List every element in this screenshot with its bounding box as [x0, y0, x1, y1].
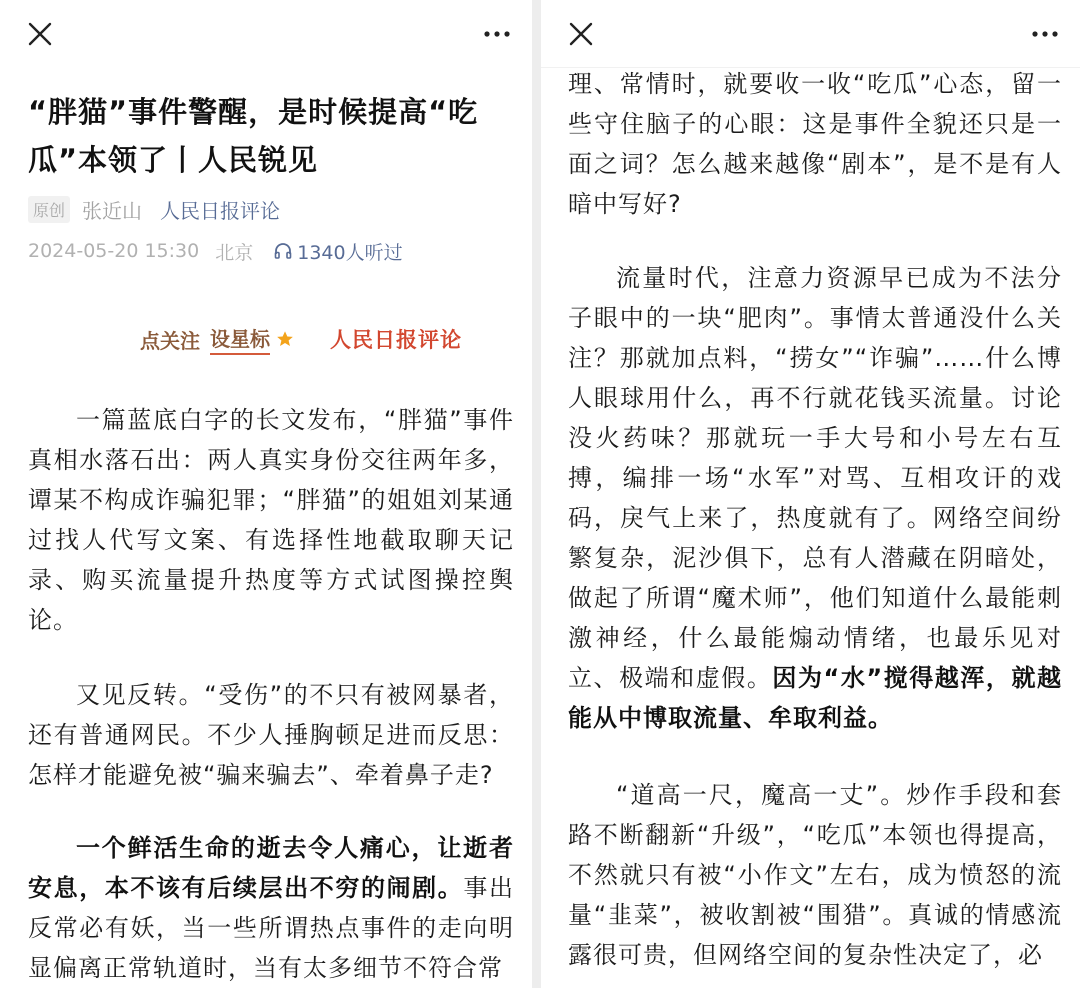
close-icon [24, 18, 56, 50]
listen-count: 1340人听过 [297, 241, 403, 264]
paragraph-4-bold: 因为“水”搅得越浑，就越能从中博取流量、牟取利益。 [568, 664, 1063, 732]
byline [28, 194, 280, 224]
top-bar [541, 0, 1080, 68]
original-badge: 原创 [28, 196, 70, 223]
article-title: “胖猫”事件警醒，是时候提高“吃瓜”本领了丨人民锐见 [28, 95, 479, 177]
star-icon [276, 330, 294, 348]
more-icon [482, 26, 514, 42]
close-icon [565, 18, 597, 50]
publish-location: 北京 [215, 241, 254, 264]
paragraph-continued: 理、常情时，就要收一收“吃瓜”心态，留一些守住脑子的心眼：这是事件全貌还只是一面之词？怎么越来越像“剧本”，是不是有人暗中写好? [568, 70, 1062, 218]
paragraph-2: 又见反转。“受伤”的不只有被网暴者，还有普通网民。不少人捶胸顿足进而反思：怎样才能避免被“骗来骗去”、牵着鼻子走? [28, 681, 514, 789]
star-label[interactable]: 设星标 [210, 323, 270, 355]
author-name: 张近山 [82, 198, 143, 223]
paragraph-4 [568, 258, 1062, 738]
close-button[interactable] [565, 18, 597, 50]
article-panel-left [0, 0, 532, 988]
close-button[interactable] [24, 18, 56, 50]
listen-button[interactable] [273, 238, 402, 265]
paragraph-5: “道高一尺，魔高一丈”。炒作手段和套路不断翻新“升级”，“吃瓜”本领也得提高，不然就只有被“小作文”左右，成为愤怒的流量“韭菜”，被收割被“围猎”。真诚的情感流露很可贵，但网络空间的复杂性决定了，必 [568, 781, 1062, 969]
more-icon [1030, 26, 1062, 42]
follow-label[interactable]: 点关注 [140, 328, 200, 353]
more-button[interactable] [1030, 26, 1062, 42]
follow-banner [140, 322, 462, 356]
headphones-icon [273, 241, 293, 261]
brand-name: 人民日报评论 [330, 328, 462, 352]
account-link[interactable]: 人民日报评论 [160, 198, 281, 223]
more-button[interactable] [482, 26, 514, 42]
paragraph-1: 一篇蓝底白字的长文发布，“胖猫”事件真相水落石出：两人真实身份交往两年多，谭某不构成诈骗犯罪；“胖猫”的姐姐刘某通过找人代写文案、有选择性地截取聊天记录、购买流量提升热度等方式试图操控舆论。 [28, 406, 514, 634]
paragraph-3 [28, 828, 514, 988]
publish-datetime: 2024-05-20 15:30 [28, 240, 200, 262]
paragraph-4-text: 流量时代，注意力资源早已成为不法分子眼中的一块“肥肉”。事情太普通没什么关注？那就加点料，“捞女”“诈骗”……什么博人眼球用什么，再不行就花钱买流量。讨论没火药味？那就玩一手大号和小号左右互搏，编排一场“水军”对骂、互相攻讦的戏码，戾气上来了，热度就有了。网络空间纷繁复杂，泥沙俱下，总有人潜藏在阴暗处，做起了所谓“魔术师”，他们知道什么最能刺激神经，什么最能煽动情绪，也最乐见对立、极端和虚假。 [568, 264, 1062, 692]
publish-meta [28, 236, 403, 266]
top-bar [0, 0, 532, 68]
article-panel-right [541, 0, 1080, 988]
paragraph-3-bold: 一个鲜活生命的逝去令人痛心，让逝者安息，本不该有后续层出不穷的闹剧。 [28, 834, 514, 902]
paragraph-3-rest: 事出反常必有妖，当一些所谓热点事件的走向明显偏离正常轨道时，当有太多细节不符合常 [28, 874, 515, 982]
